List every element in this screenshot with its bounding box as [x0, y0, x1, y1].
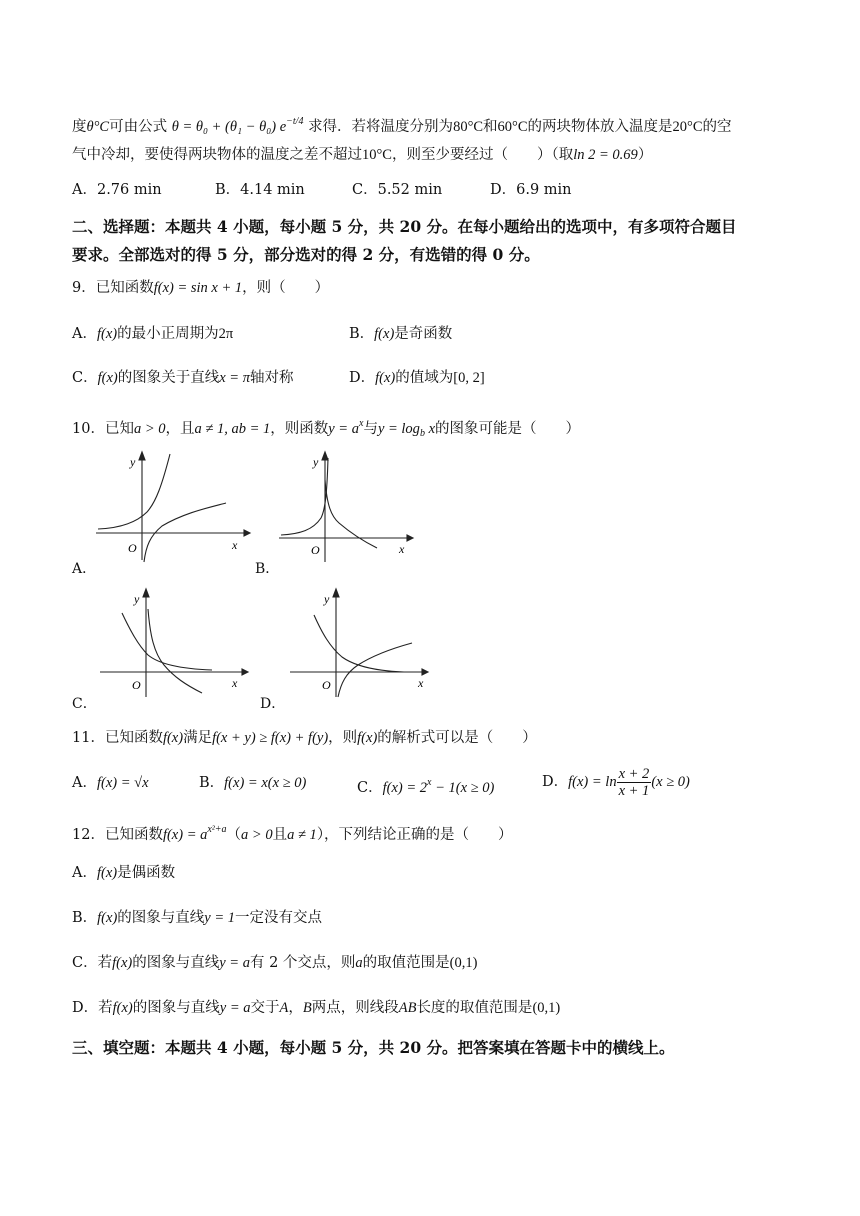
math: a ≠ 1, ab = 1 — [194, 421, 271, 437]
math: a > 0 — [241, 827, 273, 843]
curve-logarithmic — [148, 609, 202, 693]
label: D． — [349, 370, 376, 386]
q10-graph-c — [96, 585, 256, 700]
text: 且 — [272, 827, 288, 843]
label: C． — [357, 780, 383, 796]
text: 满足 — [183, 730, 213, 746]
formula: θ = θ₀ + (θ₁ − θ₀) e — [171, 119, 287, 135]
math: f(x) = sin x + 1 — [153, 280, 243, 296]
math: f(x) = ln — [568, 774, 617, 790]
q8-option-a: A．2.76 min — [72, 182, 162, 198]
q12-option-a — [72, 863, 175, 883]
q9-option-b — [349, 324, 452, 344]
text: 长度的取值范围是 — [416, 1000, 533, 1016]
x-label: x — [418, 676, 424, 690]
math: AB — [398, 1000, 417, 1016]
text: 的最小正周期为 — [117, 326, 219, 342]
text: ，则 — [328, 730, 358, 746]
q9-option-d — [349, 368, 485, 388]
numerator: x + 2 — [618, 765, 650, 782]
math: f(x) — [112, 955, 133, 971]
x-label: x — [232, 676, 238, 690]
q8-option-b: B．4.14 min — [215, 182, 305, 198]
math: 2π — [218, 326, 234, 342]
text: ），下列结论正确的是（ ） — [316, 827, 513, 843]
origin-label: O — [311, 543, 320, 557]
math: x — [358, 418, 364, 429]
y-label: y — [324, 592, 330, 606]
math: a > 0 — [133, 421, 166, 437]
y-label: y — [313, 455, 319, 469]
label: A． — [72, 865, 97, 881]
text: 求得．若将温度分别为 — [308, 119, 454, 135]
q11-option-b — [199, 773, 306, 793]
math: θ°C — [86, 119, 110, 135]
math: x²+a — [207, 824, 227, 835]
section2-heading-line1: 二、选择题：本题共 4 小题，每小题 5 分，共 20 分。在每小题给出的选项中，有多项符合题目 — [72, 217, 737, 236]
text: ，且 — [165, 421, 195, 437]
text: ，则（ ） — [242, 280, 330, 296]
text: 交于 — [250, 1000, 280, 1016]
math: (x ≥ 0) — [651, 774, 690, 790]
temp-60: 60°C — [497, 119, 528, 135]
q10-stem — [72, 414, 580, 444]
label: C． — [72, 370, 98, 386]
q12-stem — [72, 820, 513, 845]
y-label: y — [130, 455, 136, 469]
math: a ≠ 1 — [287, 827, 317, 843]
math: f(x) — [112, 1000, 133, 1016]
label: D．若 — [72, 1000, 113, 1016]
curve-exponential — [281, 458, 328, 535]
text: 11．已知函数 — [72, 730, 163, 746]
label: B． — [349, 326, 375, 342]
q10-graph-label-a: A． — [72, 561, 97, 577]
x-axis-arrow — [407, 535, 413, 541]
text: 的图象与直线 — [132, 1000, 220, 1016]
text: 有 2 个交点，则 — [249, 955, 356, 971]
text: 的解析式可以是（ ） — [377, 730, 537, 746]
x-label: x — [399, 542, 405, 556]
math: A — [279, 1000, 289, 1016]
math: f(x) = 2 — [382, 780, 428, 796]
math: y = a — [219, 955, 250, 971]
math: [0, 2] — [453, 370, 485, 386]
text: 12．已知函数 — [72, 827, 163, 843]
text: 两点，则线段 — [311, 1000, 399, 1016]
text: 是偶函数 — [117, 865, 176, 881]
math: x — [424, 421, 435, 437]
text: 的图象与直线 — [117, 910, 205, 926]
math: (0,1) — [532, 1000, 561, 1016]
math: f(x) — [97, 370, 118, 386]
math: − 1(x ≥ 0) — [431, 780, 495, 796]
q8-option-c: C．5.52 min — [352, 182, 443, 198]
text: （ — [226, 827, 242, 843]
x-axis-arrow — [422, 669, 428, 675]
q8-option-d: D．6.9 min — [490, 182, 572, 198]
math: f(x) — [97, 910, 118, 926]
text: 与 — [363, 421, 378, 437]
curve-logarithmic — [338, 643, 412, 697]
q10-graph-a — [92, 450, 252, 565]
math: f(x) = √x — [96, 775, 149, 791]
math: b — [419, 428, 425, 439]
math: f(x) = x(x ≥ 0) — [224, 775, 307, 791]
text: ，则至少要经过（ ）（取 — [391, 147, 574, 163]
curve-exponential — [122, 613, 212, 670]
text: 可由公式 — [109, 119, 168, 135]
q9-option-a — [72, 324, 233, 344]
y-axis-arrow — [322, 452, 328, 460]
y-axis-arrow — [143, 589, 149, 597]
text: 的两块物体放入温度是 — [527, 119, 673, 135]
fraction — [617, 766, 652, 799]
text: 度 — [72, 119, 87, 135]
text: 的空 — [702, 119, 732, 135]
math: y = a — [219, 1000, 251, 1016]
x-label: x — [232, 538, 238, 552]
ln2-value: ln 2 = 0.69 — [573, 147, 638, 163]
origin-label: O — [132, 678, 141, 692]
label: A． — [72, 326, 97, 342]
y-label: y — [134, 592, 140, 606]
q9-stem — [72, 278, 329, 298]
q11-stem — [72, 728, 537, 748]
q12-option-c — [72, 953, 477, 973]
q11-option-a — [72, 773, 149, 793]
text: 10．已知 — [72, 421, 134, 437]
math: f(x) — [96, 865, 118, 881]
math: a — [355, 955, 363, 971]
math: f(x) = a — [162, 827, 208, 843]
y-axis-arrow — [333, 589, 339, 597]
origin-label: O — [128, 541, 137, 555]
x-axis-arrow — [242, 669, 248, 675]
q12-option-d — [72, 998, 560, 1018]
label: B． — [199, 775, 225, 791]
text: 轴对称 — [249, 370, 294, 386]
math: y = log — [377, 421, 420, 437]
label: C．若 — [72, 955, 113, 971]
text: 的值域为 — [395, 370, 454, 386]
q12-option-b — [72, 908, 322, 928]
q8-stem-line1 — [72, 112, 732, 137]
text: ，则函数 — [270, 421, 329, 437]
origin-label: O — [322, 678, 331, 692]
text: 是奇函数 — [394, 326, 453, 342]
curve-exponential — [314, 615, 404, 672]
x-axis-arrow — [244, 530, 250, 536]
text: 的图象可能是（ ） — [435, 421, 580, 437]
math: f(x) — [357, 730, 378, 746]
text: 气中冷却，要使得两块物体的温度之差不超过 — [72, 147, 362, 163]
q10-graph-label-c: C． — [72, 696, 97, 712]
label: A． — [72, 775, 97, 791]
math: f(x) — [96, 326, 118, 342]
y-axis-arrow — [139, 452, 145, 460]
math: y = 1 — [204, 910, 236, 926]
text: 和 — [483, 119, 498, 135]
text: ， — [288, 1000, 303, 1016]
q11-option-c — [357, 773, 494, 798]
math: f(x) — [374, 326, 395, 342]
section2-heading-line2: 要求。全部选对的得 5 分，部分选对的得 2 分，有选错的得 0 分。 — [72, 245, 540, 264]
math: f(x + y) ≥ f(x) + f(y) — [212, 730, 329, 746]
text: 的图象与直线 — [132, 955, 220, 971]
q11-option-d — [542, 764, 690, 800]
temp-10: 10°C — [362, 147, 392, 163]
label: B． — [72, 910, 98, 926]
math: x = π — [219, 370, 250, 386]
formula-exponent: −t/4 — [286, 116, 304, 127]
math: y = a — [328, 421, 359, 437]
text: 一定没有交点 — [235, 910, 323, 926]
math: x — [427, 777, 432, 788]
text: 9．已知函数 — [72, 280, 154, 296]
math: (0,1) — [449, 955, 478, 971]
section3-heading: 三、填空题：本题共 4 小题，每小题 5 分，共 20 分。把答案填在答题卡中的横线上。 — [72, 1038, 675, 1057]
denominator: x + 1 — [618, 782, 650, 799]
q9-option-c — [72, 368, 293, 388]
temp-80: 80°C — [453, 119, 484, 135]
math: B — [302, 1000, 312, 1016]
temp-20: 20°C — [672, 119, 703, 135]
q8-stem-line2 — [72, 145, 652, 165]
text: 的图象关于直线 — [117, 370, 220, 386]
math: f(x) — [162, 730, 184, 746]
q10-graph-b — [275, 450, 415, 565]
text: 的取值范围是 — [362, 955, 450, 971]
q10-graph-d — [286, 585, 436, 700]
q10-graph-label-d: D． — [260, 696, 286, 712]
text: ） — [637, 147, 653, 163]
q10-graph-label-b: B． — [255, 561, 280, 577]
math: f(x) — [375, 370, 396, 386]
label: D． — [542, 774, 569, 790]
